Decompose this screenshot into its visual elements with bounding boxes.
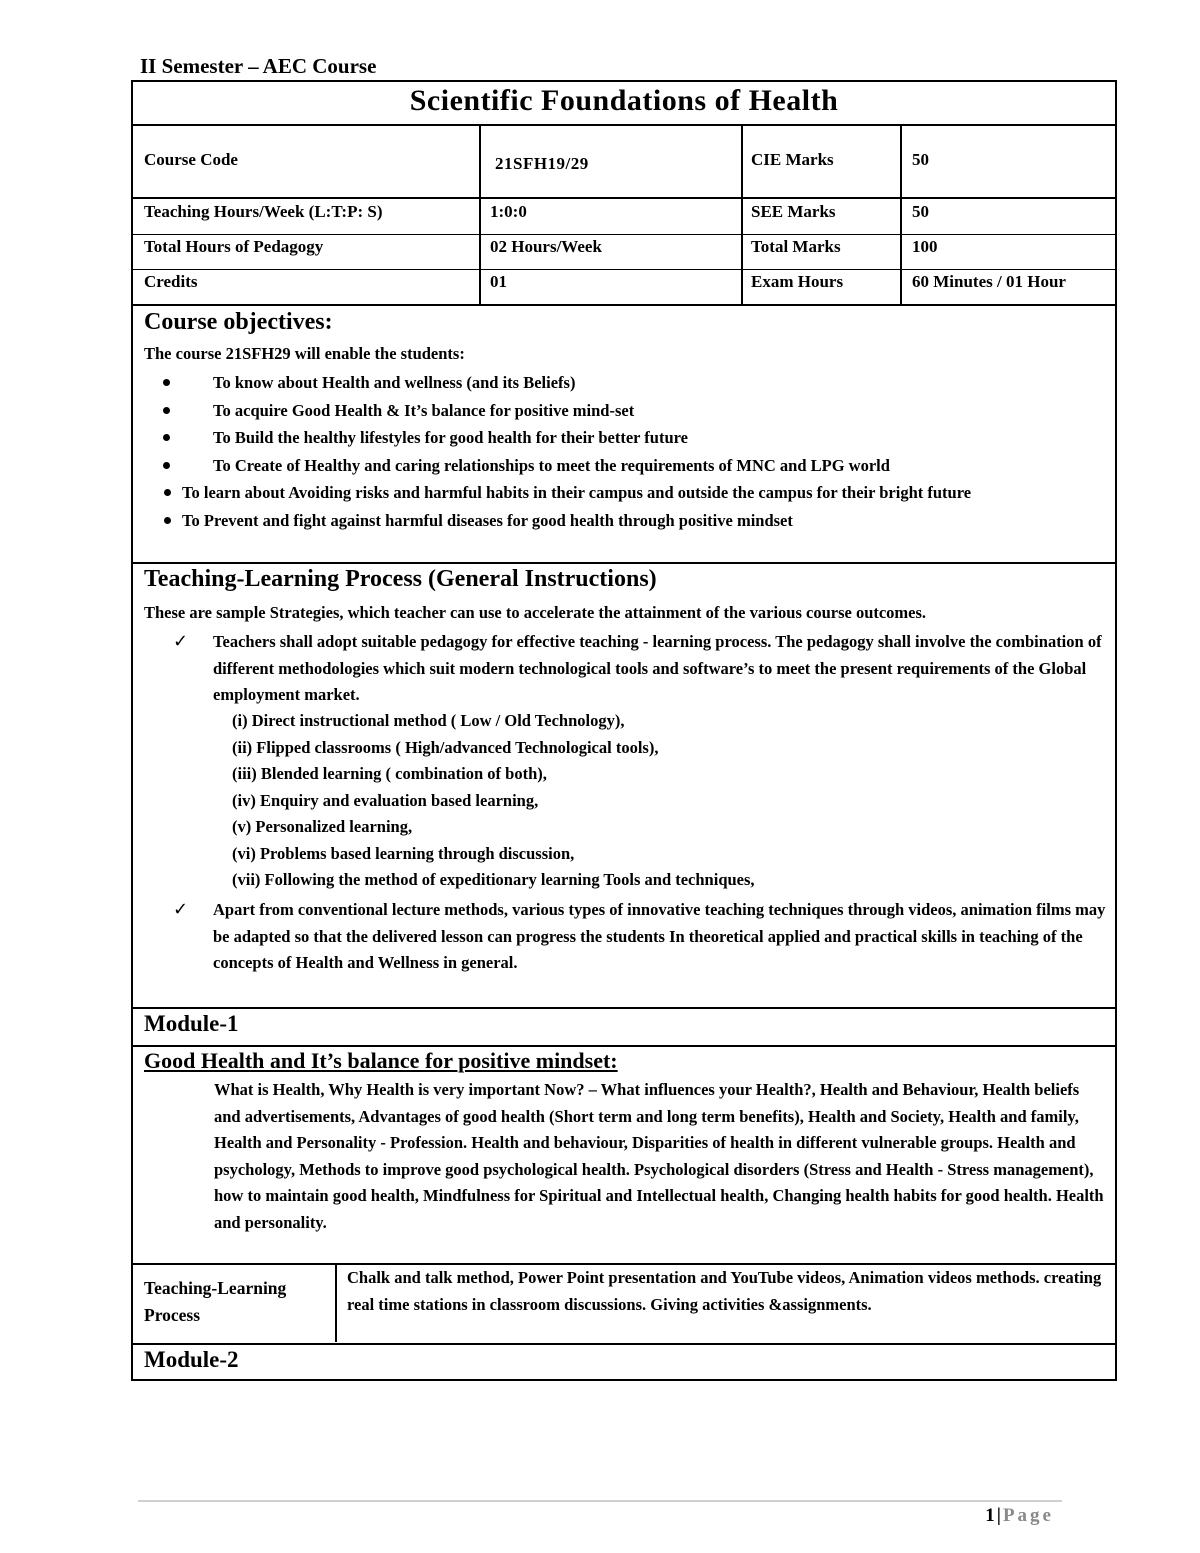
credits-label: Credits xyxy=(144,272,198,291)
objectives-intro: The course 21SFH29 will enable the students: xyxy=(144,344,465,363)
divider xyxy=(133,304,1115,306)
list-item: To learn about Avoiding risks and harmful habits in their campus and outside the campus for their bright future xyxy=(163,479,1103,507)
divider xyxy=(133,1343,1115,1345)
list-item: (vi) Problems based learning through discussion, xyxy=(232,843,575,863)
course-title: Scientific Foundations of Health xyxy=(409,84,839,117)
module-2-heading: Module-2 xyxy=(144,1347,239,1372)
total-marks-value: 100 xyxy=(912,237,938,256)
bullet-icon xyxy=(164,489,171,496)
module-1-content: What is Health, Why Health is very important Now? – What influences your Health?, Health and Behaviour, Health beliefs and advertisements, Advantages of good health (Short term and long term benefits), Health and Society, Health and family, Health and Personality - Profession. Health and behaviour, Disparities of health in different vulnerable groups. Health and psychology, Methods to improve good psychological health. Psychological disorders (Stress and Health - Stress management), how to maintain good health, Mindfulness for Spiritual and Intellectual health, Changing health habits for good health. Health and personality. xyxy=(214,1080,1104,1232)
bullet-icon xyxy=(163,407,170,414)
list-item: (v) Personalized learning, xyxy=(232,817,413,836)
course-code-value: 21SFH19/29 xyxy=(495,154,589,173)
semester-heading: II Semester – AEC Course xyxy=(140,54,377,78)
page-label: Page xyxy=(1002,1505,1054,1526)
divider xyxy=(335,1264,337,1342)
list-item: (iii) Blended learning ( combination of both), xyxy=(232,764,547,783)
divider xyxy=(133,124,1115,126)
list-item: To Prevent and fight against harmful diseases for good health through positive mindset xyxy=(163,507,1103,535)
cie-marks-label: CIE Marks xyxy=(751,150,834,169)
divider xyxy=(133,234,1115,235)
checkmark-icon: ✓ xyxy=(173,631,189,652)
list-item: To know about Health and wellness (and its Beliefs) xyxy=(163,369,1103,397)
total-marks-label: Total Marks xyxy=(751,237,841,256)
list-item: (i) Direct instructional method ( Low / Old Technology), xyxy=(232,711,625,730)
pedagogy-hours-label: Total Hours of Pedagogy xyxy=(144,237,324,256)
objectives-heading: Course objectives: xyxy=(144,309,333,335)
list-item: To Build the healthy lifestyles for good health for their better future xyxy=(163,424,1103,452)
page-footer xyxy=(985,1505,1054,1527)
bullet-icon xyxy=(164,517,171,524)
tlp-heading: Teaching-Learning Process (General Instructions) xyxy=(144,566,657,592)
checkmark-icon: ✓ xyxy=(173,899,189,920)
teaching-hours-label: Teaching Hours/Week (L:T:P: S) xyxy=(144,202,383,221)
exam-hours-value: 60 Minutes / 01 Hour xyxy=(912,272,1066,291)
list-item: (vii) Following the method of expeditionary learning Tools and techniques, xyxy=(232,870,755,889)
see-marks-label: SEE Marks xyxy=(751,202,836,221)
course-code-label: Course Code xyxy=(144,150,238,169)
bullet-icon xyxy=(163,434,170,441)
divider xyxy=(133,269,1115,270)
module-1-heading: Module-1 xyxy=(144,1011,239,1036)
list-item: To Create of Healthy and caring relationships to meet the requirements of MNC and LPG world xyxy=(163,452,1103,480)
methods-list xyxy=(232,708,755,894)
list-item: To acquire Good Health & It’s balance for positive mind-set xyxy=(163,397,1103,425)
tl-process-value: Chalk and talk method, Power Point presentation and YouTube videos, Animation videos methods. creating real time stations in classroom discussions. Giving activities &assignments. xyxy=(347,1268,1102,1314)
divider xyxy=(133,197,1115,199)
bullet-icon xyxy=(163,462,170,469)
footer-divider xyxy=(138,1500,1062,1502)
divider xyxy=(133,1045,1115,1047)
divider xyxy=(900,125,902,305)
divider xyxy=(133,562,1115,564)
exam-hours-label: Exam Hours xyxy=(751,272,844,291)
bullet-icon xyxy=(163,379,170,386)
cie-marks-value: 50 xyxy=(912,150,929,169)
list-item: (iv) Enquiry and evaluation based learning, xyxy=(232,790,539,810)
credits-value: 01 xyxy=(490,272,507,291)
tl-process-label: Teaching-Learning Process xyxy=(144,1278,287,1325)
pedagogy-hours-value: 02 Hours/Week xyxy=(490,237,602,256)
module-1-title: Good Health and It’s balance for positive mindset: xyxy=(144,1048,618,1073)
footer-separator: | xyxy=(996,1505,1001,1526)
divider xyxy=(741,125,743,305)
course-document: Scientific Foundations of Health Course Code 21SFH19/29 CIE Marks 50 Teaching Hours/Week (L:T:P: S) 1:0:0 SEE Marks 50 Total Hours of Pedagogy 02 Hours/Week Total Marks 100 Credits 01 Exam Hours 60 Minutes / 01 Hour Course objectives: The course 21SFH29 will enable the students: To know about Health and wellness (and its Beliefs) To acquire Good Health & It’s balance for positive mind-set To Build the healthy lifestyles for good health for their better future To Create of Healthy and caring relationships to meet the requirements of MNC and LPG world To learn about Avoiding risks and harmful habits in their campus and outside the campus for their bright future To Prevent and fight against harmful diseases for good health through positive mindset Teaching-Learning Process (General Instructions) These are sample Strategies, which teacher can use to accelerate the attainment of the various course outcomes. ✓ Teachers shall adopt suitable pedagogy for effective teaching - learning process. The pedagogy shall involve the combination of different methodologies which suit modern technological tools and software’s to meet the present requirements of the Global employment market. (i) Direct instructional method ( Low / Old Technology), (ii) Flipped classrooms ( High/advanced Technological tools), (iii) Blended learning ( combination of both), (iv) Enquiry and evaluation based learning, (v) Personalized learning, (vi) Problems based learning through discussion, (vii) Following the method of expeditionary learning Tools and techniques, ✓ Apart from conventional lecture methods, various types of innovative teaching techniques through videos, animation films may be adapted so that the delivered lesson can progress the students In theoretical applied and practical skills in teaching of the concepts of Health and Wellness in general. Module-1 Good Health and It’s balance for positive mindset: What is Health, Why Health is very important Now? – What influences your Health?, Health and Behaviour, Health beliefs and advertisements, Advantages of good health (Short term and long term benefits), Health and Society, Health and family, Health and Personality - Profession. Health and behaviour, Disparities of health in different vulnerable groups. Health and psychology, Methods to improve good psychological health. Psychological disorders (Stress and Health - Stress management), how to maintain good health, Mindfulness for Spiritual and Intellectual health, Changing health habits for good health. Health and personality. Teaching-Learning Process Chalk and talk method, Power Point presentation and YouTube videos, Animation videos methods. creating real time stations in classroom discussions. Giving activities &assignments. Module-2 xyxy=(131,80,1117,1381)
list-item: (ii) Flipped classrooms ( High/advanced Technological tools), xyxy=(232,737,659,757)
see-marks-value: 50 xyxy=(912,202,929,221)
tlp-intro: These are sample Strategies, which teacher can use to accelerate the attainment of the various course outcomes. xyxy=(144,603,927,622)
divider xyxy=(479,125,481,305)
page-number: 1 xyxy=(985,1505,995,1526)
teaching-hours-value: 1:0:0 xyxy=(490,202,527,221)
objectives-list xyxy=(163,369,1103,534)
divider xyxy=(133,1007,1115,1009)
